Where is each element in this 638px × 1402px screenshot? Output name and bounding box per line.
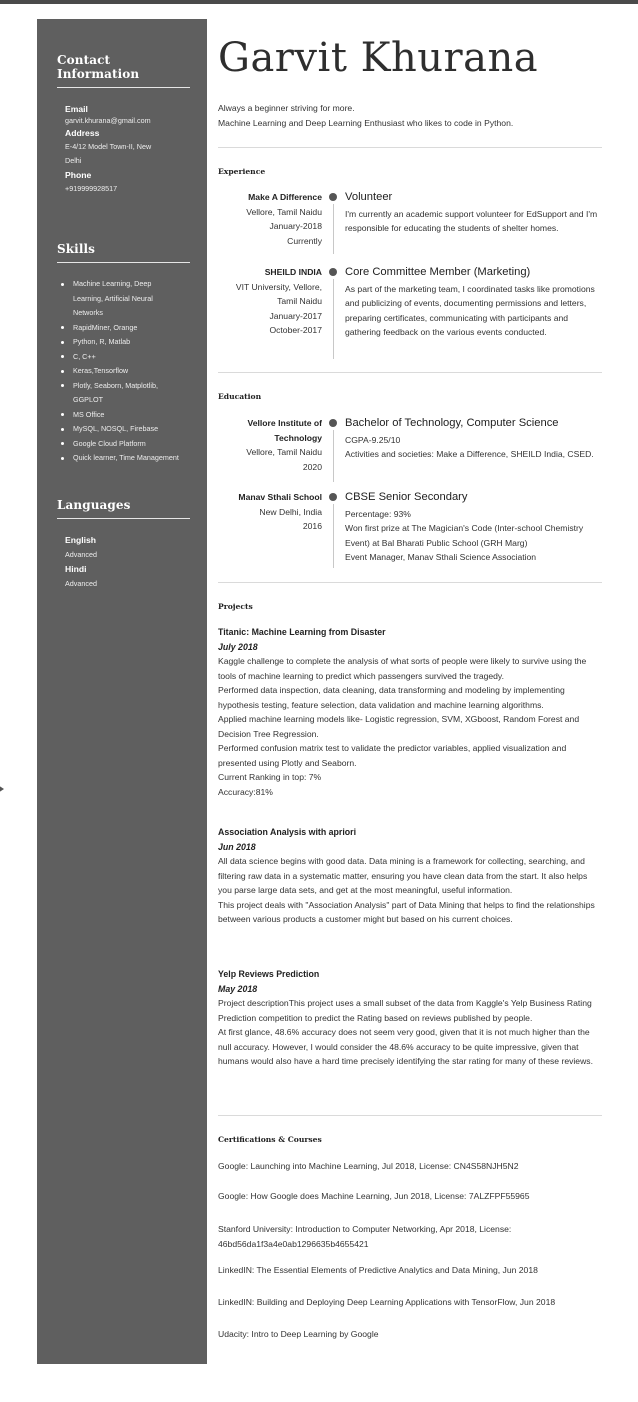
education-date: 2020 [302,461,322,472]
certification-item: Google: Launching into Machine Learning, Jul 2018, License: CN4S58NJH5N2 [218,1161,519,1171]
skill-item: GGPLOT [73,395,103,404]
divider [218,372,602,373]
phone-value[interactable]: +919999928517 [65,183,118,193]
timeline-line [333,430,334,482]
languages-section [57,498,190,591]
project-item [218,625,602,799]
skill-item: Keras,Tensorflow [57,364,190,379]
experience-location: VIT University, Vellore, [235,281,322,292]
skills-section [57,242,190,466]
divider [218,1115,602,1116]
skill-item: Learning, Artificial Neural [73,293,153,303]
contact-section [57,53,190,196]
education-grade: CGPA-9.25/10 [345,434,401,445]
languages-heading: Languages [57,498,190,519]
experience-start-date: January-2018 [269,221,322,231]
main-content [218,28,602,1339]
address-line-1: E-4/12 Model Town-II, New [65,141,152,151]
experience-meta [218,190,322,248]
skill-item: MS Office [57,408,190,423]
skill-item: RapidMiner, Orange [57,321,190,336]
experience-org: SHEILD INDIA [264,267,322,277]
project-description: Kaggle challenge to complete the analysis of what sorts of people were likely to survive using the tools of machine learning to predict which passengers survived the tragedy. Performed data inspection, data cleaning, data transforming and modeling by implementing hypothesis testing, feature selection, data validation and machine learning algorithms. Applied machine learning models like- Logistic regression, SVM, XGboost, Random Forest and Decision Tree Regression. Performed confusion matrix test to validate the predictor variables, applied visualization and presented using Plotly and Seaborn. Current Ranking in top: 7% Accuracy:81% [218,656,587,797]
language-item [57,533,190,562]
skill-item: MySQL, NOSQL, Firebase [57,422,190,437]
experience-meta [218,265,322,338]
skill-item: Google Cloud Platform [57,437,190,452]
experience-end-date: October-2017 [269,325,322,335]
skills-list [57,277,190,466]
project-description: All data science begins with good data. Data mining is a framework for collecting, searching, and filtering raw data in a systematic matter, ensuring you have clean data from the start. It also helps you parse large data sets, and get at the most meaningful, useful information. This project deals with "Association Analysis" part of Data Mining that helps to find the relationships between various products a customer might but based on his current choices. [218,856,595,924]
education-details [345,416,602,462]
intro-text [218,101,602,130]
education-meta [218,490,322,534]
timeline-line [333,279,334,359]
experience-description: As part of the marketing team, I coordinated tasks like promotions and publicizing of events, documenting permissions and letters, preparing certificates, communicating with participants and gathering feedback on the various events conducted. [345,283,595,337]
language-name: Hindi [65,564,87,574]
email-label: Email [65,104,88,114]
timeline-dot [329,493,337,501]
timeline-dot [329,268,337,276]
project-title: Titanic: Machine Learning from Disaster [218,627,386,637]
language-item [57,562,190,591]
experience-title: Core Committee Member (Marketing) [345,266,531,278]
education-award: Won first prize at The Magician's Code (Inter-school Chemistry Event) at Bal Bharati Public School (GRH Marg) [345,523,584,548]
language-level: Advanced [65,578,97,588]
language-name: English [65,535,97,545]
address-label: Address [65,127,100,138]
skill-item: Plotly, Seaborn, Matplotlib, [57,379,190,394]
experience-location: Tamil Naidu [277,296,322,306]
education-meta [218,416,322,474]
education-school: Vellore Institute of [247,418,322,428]
experience-title: Volunteer [345,191,393,203]
education-role: Event Manager, Manav Sthali Science Association [345,552,537,562]
education-school: Manav Sthali School [238,492,322,502]
education-date: 2016 [302,521,322,531]
skill-item: Quick learner, Time Management [57,451,190,466]
skills-heading: Skills [57,242,190,263]
education-grade: Percentage: 93% [345,508,411,519]
experience-heading: Experience [218,167,266,176]
project-description: Project descriptionThis project uses a small subset of the data from Kaggle's Yelp Business Rating Prediction competition to predict the Rating based on reviews published by people. At first glance, 48.6% accuracy does not seem very good, given that it is not much higher than the null accuracy. However, I would consider the 48.6% accuracy to be quite impressive, given that humans would also have a hard time precisely identifying the star rating for many of these reviews. [218,998,593,1066]
language-level: Advanced [65,549,97,559]
education-degree: CBSE Senior Secondary [345,491,468,503]
education-description [345,507,602,565]
education-location: New Delhi, India [259,506,322,517]
education-details [345,490,602,565]
project-date: Jun 2018 [218,841,256,852]
education-degree: Bachelor of Technology, Computer Science [345,417,559,429]
certification-item: LinkedIN: Building and Deploying Deep Learning Applications with TensorFlow, Jun 2018 [218,1297,556,1307]
education-heading: Education [218,392,262,401]
experience-location: Vellore, Tamil Naidu [246,206,322,217]
divider [218,582,602,583]
timeline-dot [329,193,337,201]
certifications-heading: Certifications & Courses [218,1135,322,1144]
projects-heading: Projects [218,602,253,611]
timeline-line [333,204,334,254]
sidebar [37,19,207,1364]
skill-item: Networks [73,308,103,317]
intro-line-2: Machine Learning and Deep Learning Enthusiast who likes to code in Python. [218,117,514,128]
intro-line-1: Always a beginner striving for more. [218,103,355,113]
project-title: Yelp Reviews Prediction [218,969,320,979]
experience-details [345,190,602,236]
timeline-dot [329,419,337,427]
email-value[interactable]: garvit.khurana@gmail.com [65,116,151,125]
phone-label: Phone [65,169,92,180]
experience-end-date: Currently [287,235,322,246]
skill-item: Machine Learning, Deep [57,277,190,292]
project-title: Association Analysis with apriori [218,827,357,837]
project-date: July 2018 [218,641,258,652]
experience-org: Make A Difference [248,192,322,202]
contact-heading: Contact Information [57,53,190,88]
address-line-2: Delhi [65,156,82,165]
skill-item: Python, R, Matlab [57,335,190,350]
experience-start-date: January-2017 [269,310,322,321]
page-marker-arrow-icon [0,785,4,793]
certification-item: Google: How Google does Machine Learning, Jun 2018, License: 7ALZFPF55965 [218,1191,530,1201]
experience-description: I'm currently an academic support volunteer for EdSupport and I'm responsible for educating the students of shelter homes. [345,208,598,233]
certification-item: LinkedIN: The Essential Elements of Predictive Analytics and Data Mining, Jun 2018 [218,1265,538,1275]
education-school: Technology [274,432,322,443]
resume-name: Garvit Khurana [218,35,539,81]
project-item [218,967,602,1069]
certification-item: Stanford University: Introduction to Computer Networking, Apr 2018, License: 46bd56da1f3a4e0ab1296635b4655421 [218,1224,512,1249]
timeline-line [333,504,334,568]
certification-item: Udacity: Intro to Deep Learning by Google [218,1329,379,1339]
skill-item: C, C++ [57,350,190,365]
project-item [218,825,602,927]
education-description [345,433,602,462]
education-activities: Activities and societies: Make a Difference, SHEILD India, CSED. [345,449,594,459]
project-date: May 2018 [218,983,258,994]
experience-details [345,265,602,340]
divider [218,147,602,148]
top-bar [0,0,638,4]
education-location: Vellore, Tamil Naidu [246,447,322,457]
